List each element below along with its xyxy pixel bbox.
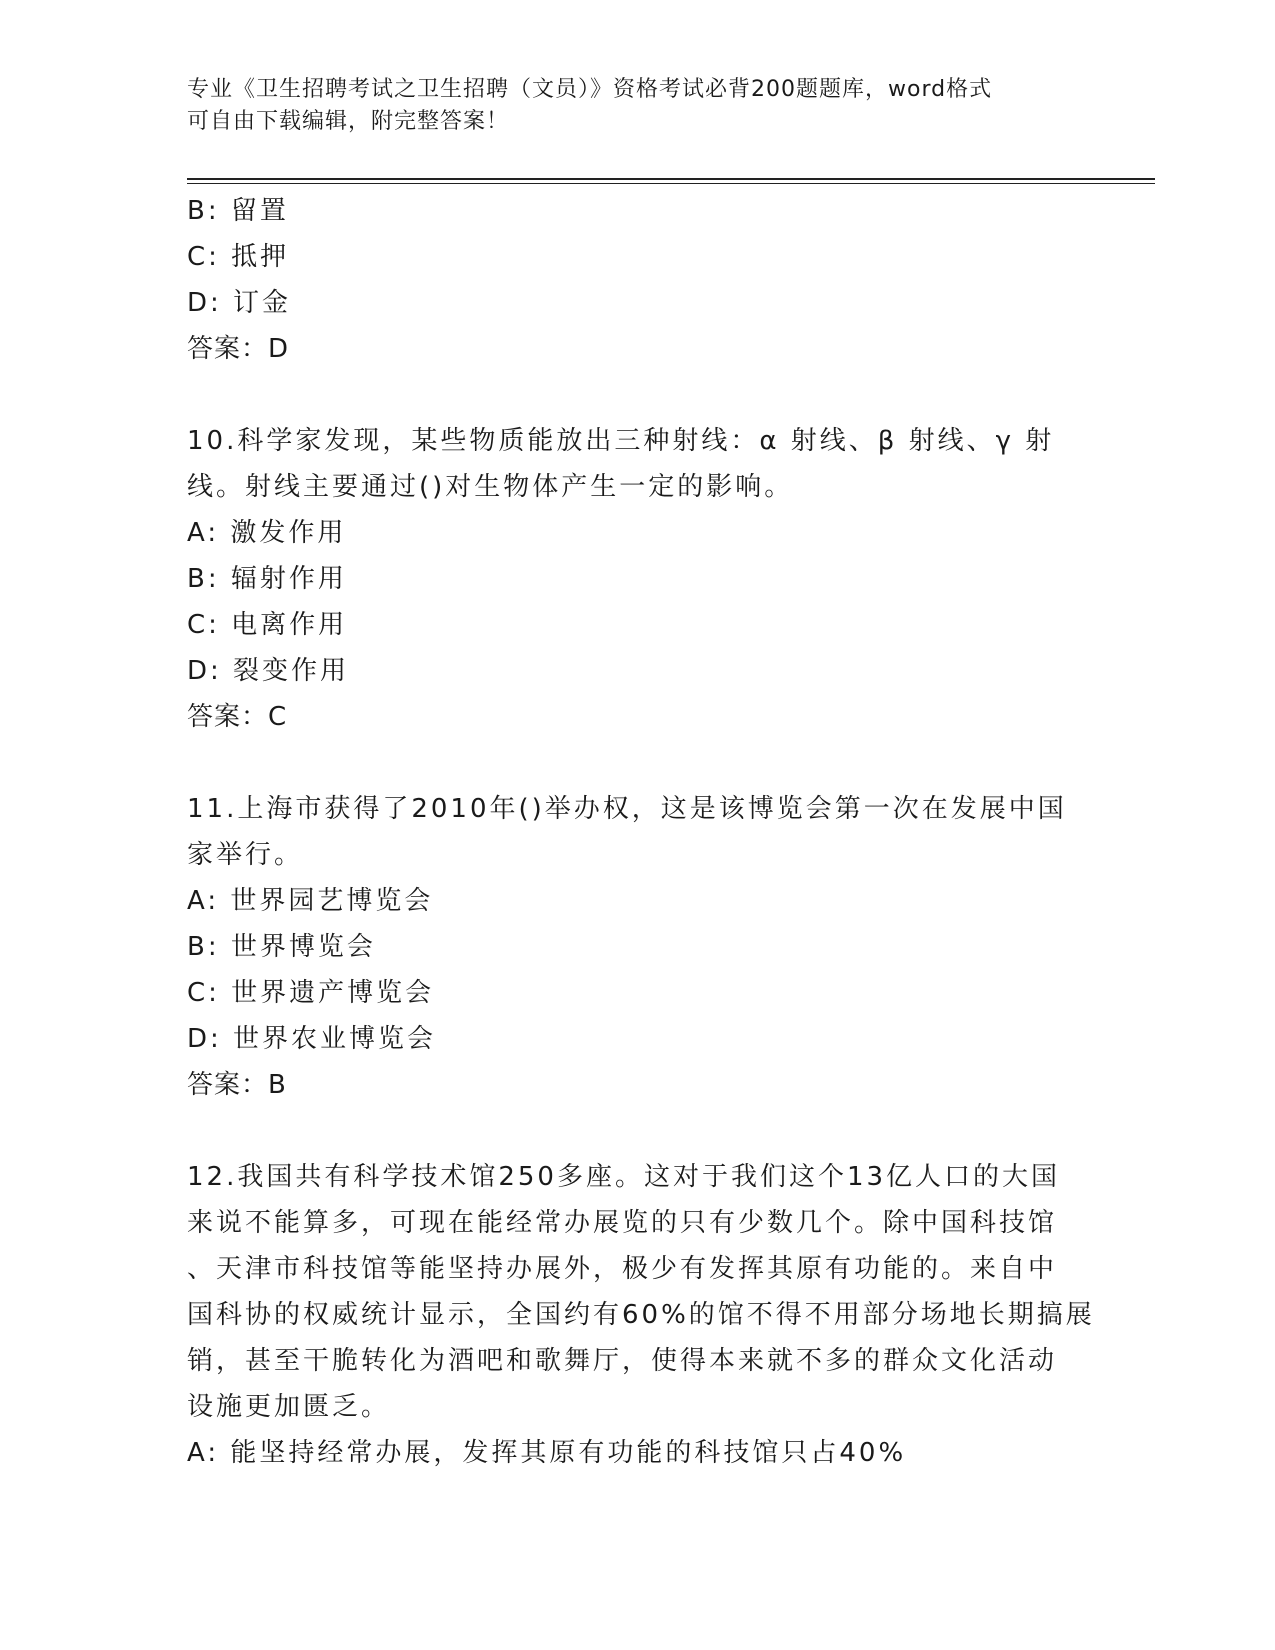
question-10 bbox=[187, 418, 1087, 740]
option-a: A: 世界园艺博览会 bbox=[187, 886, 434, 916]
option-d: D: 订金 bbox=[187, 288, 292, 318]
document-header bbox=[187, 74, 1087, 138]
option-a: A: 激发作用 bbox=[187, 518, 347, 548]
question-12 bbox=[187, 1154, 1095, 1476]
spacer bbox=[187, 740, 1087, 786]
option-d: D: 世界农业博览会 bbox=[187, 1024, 437, 1054]
option-b: B: 辐射作用 bbox=[187, 564, 347, 594]
option-b: B: 世界博览会 bbox=[187, 932, 376, 962]
question-stem-line: 线。射线主要通过()对生物体产生一定的影响。 bbox=[187, 472, 794, 502]
option-c: C: 世界遗产博览会 bbox=[187, 978, 435, 1008]
option-a: A: 能坚持经常办展，发挥其原有功能的科技馆只占40% bbox=[187, 1438, 907, 1468]
question-stem-line: 家举行。 bbox=[187, 840, 304, 870]
answer: 答案：C bbox=[187, 702, 288, 732]
question-stem-line: 、天津市科技馆等能坚持办展外，极少有发挥其原有功能的。来自中 bbox=[187, 1254, 1058, 1284]
header-rule-thin bbox=[187, 183, 1155, 184]
question-stem-line: 12.我国共有科学技术馆250多座。这对于我们这个13亿人口的大国 bbox=[187, 1162, 1061, 1192]
question-11 bbox=[187, 786, 1087, 1108]
option-c: C: 抵押 bbox=[187, 242, 290, 272]
question-9 bbox=[187, 188, 1087, 372]
header-line-2: 可自由下载编辑，附完整答案！ bbox=[187, 109, 510, 134]
question-stem-line: 11.上海市获得了2010年()举办权，这是该博览会第一次在发展中国 bbox=[187, 794, 1067, 824]
option-b: B: 留置 bbox=[187, 196, 289, 226]
question-stem-line: 国科协的权威统计显示，全国约有60%的馆不得不用部分场地长期搞展 bbox=[187, 1300, 1095, 1330]
question-stem-line: 10.科学家发现，某些物质能放出三种射线：α 射线、β 射线、γ 射 bbox=[187, 426, 1055, 456]
spacer bbox=[187, 1108, 1087, 1154]
header-line-1: 专业《卫生招聘考试之卫生招聘（文员）》资格考试必背200题题库，word格式 bbox=[187, 77, 993, 102]
spacer bbox=[187, 372, 1087, 418]
question-stem-line: 设施更加匮乏。 bbox=[187, 1392, 391, 1422]
header-rule-thick bbox=[187, 178, 1155, 180]
answer: 答案：D bbox=[187, 334, 290, 364]
option-c: C: 电离作用 bbox=[187, 610, 348, 640]
question-stem-line: 来说不能算多，可现在能经常办展览的只有少数几个。除中国科技馆 bbox=[187, 1208, 1058, 1238]
question-list bbox=[187, 188, 1095, 1476]
question-stem-line: 销，甚至干脆转化为酒吧和歌舞厅，使得本来就不多的群众文化活动 bbox=[187, 1346, 1058, 1376]
option-d: D: 裂变作用 bbox=[187, 656, 350, 686]
answer: 答案：B bbox=[187, 1070, 287, 1100]
